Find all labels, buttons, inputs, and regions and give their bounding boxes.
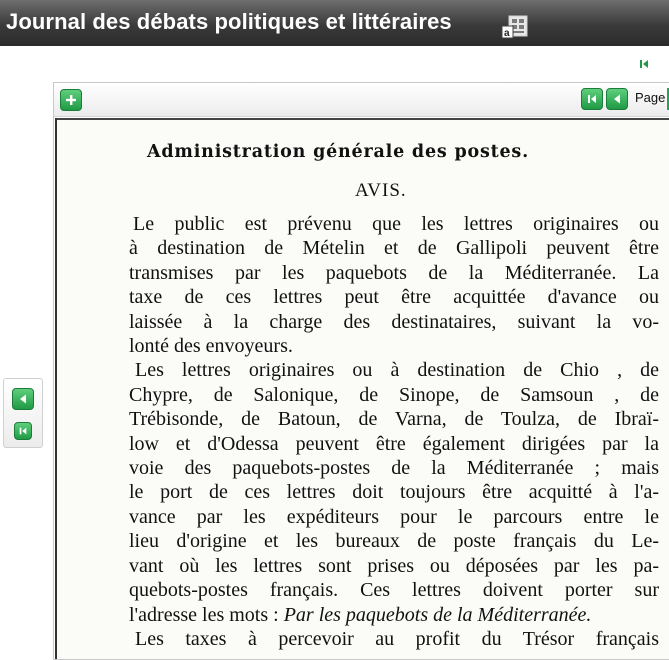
text-line: taxe de ces lettres peut être acquittée d'avance ou	[129, 286, 659, 309]
newspaper-scan	[55, 118, 669, 660]
text-line: vance par les expéditeurs pour le parcours entre le	[129, 505, 659, 528]
article-subheading: AVIS.	[355, 180, 407, 201]
svg-text:a: a	[504, 28, 510, 39]
italic-phrase: Par les paquebots de la Méditerranée.	[283, 603, 592, 626]
text-line: lieu d'origine et les bureaux de poste français du Le-	[129, 530, 659, 553]
text-line: Chypre, de Salonique, de Sinope, de Samsoun , de	[129, 383, 659, 406]
text-line: laissée à la charge des destinataires, suivant la vo-	[129, 310, 659, 333]
text-line: voie des paquebots-postes de la Méditerranée ; mais	[129, 457, 659, 480]
first-page-icon[interactable]	[581, 88, 603, 110]
article-body	[129, 212, 659, 651]
previous-page-icon[interactable]	[606, 88, 628, 110]
text-line: vant où les lettres sont prises ou déposées par les pa-	[129, 554, 659, 577]
previous-page-icon[interactable]	[12, 388, 34, 410]
article-headline: Administration générale des postes.	[147, 142, 529, 162]
document-viewer	[53, 82, 669, 660]
side-navigation	[3, 378, 43, 448]
text-line: low et d'Odessa peuvent être également dirigées par la	[129, 432, 659, 455]
first-page-icon[interactable]	[638, 57, 650, 71]
column-rule	[55, 118, 669, 120]
text-line	[129, 603, 659, 627]
title-bar	[0, 0, 669, 46]
text-line: le port de ces lettres doit toujours être acquitté à l'a-	[129, 481, 659, 504]
text-line: Les lettres originaires ou à destination de Chio , de	[135, 359, 659, 382]
first-page-icon[interactable]	[14, 422, 32, 440]
text-line: Les taxes à percevoir au profit du Trésor français	[135, 627, 659, 650]
text-line: à destination de Mételin et de Gallipoli peuvent être	[129, 237, 659, 260]
text-line: quebots-postes français. Ces lettres doivent porter sur	[129, 579, 659, 602]
text-line: transmises par les paquebots de la Méditerranée. La	[129, 261, 659, 284]
text-line: Le public est prévenu que les lettres originaires ou	[133, 213, 659, 235]
page-label: Page	[635, 90, 666, 105]
text-mode-icon[interactable]	[500, 14, 530, 40]
plus-icon[interactable]	[60, 89, 82, 111]
viewer-toolbar	[54, 83, 669, 117]
text-segment: l'adresse les mots :	[129, 603, 279, 626]
text-line: Trébisonde, de Batoun, de Varna, de Toulza, de Ibraï-	[129, 408, 659, 431]
page-title: Journal des débats politiques et littéraires	[6, 9, 452, 34]
text-line: lonté des envoyeurs.	[129, 335, 293, 358]
column-rule	[55, 118, 57, 660]
